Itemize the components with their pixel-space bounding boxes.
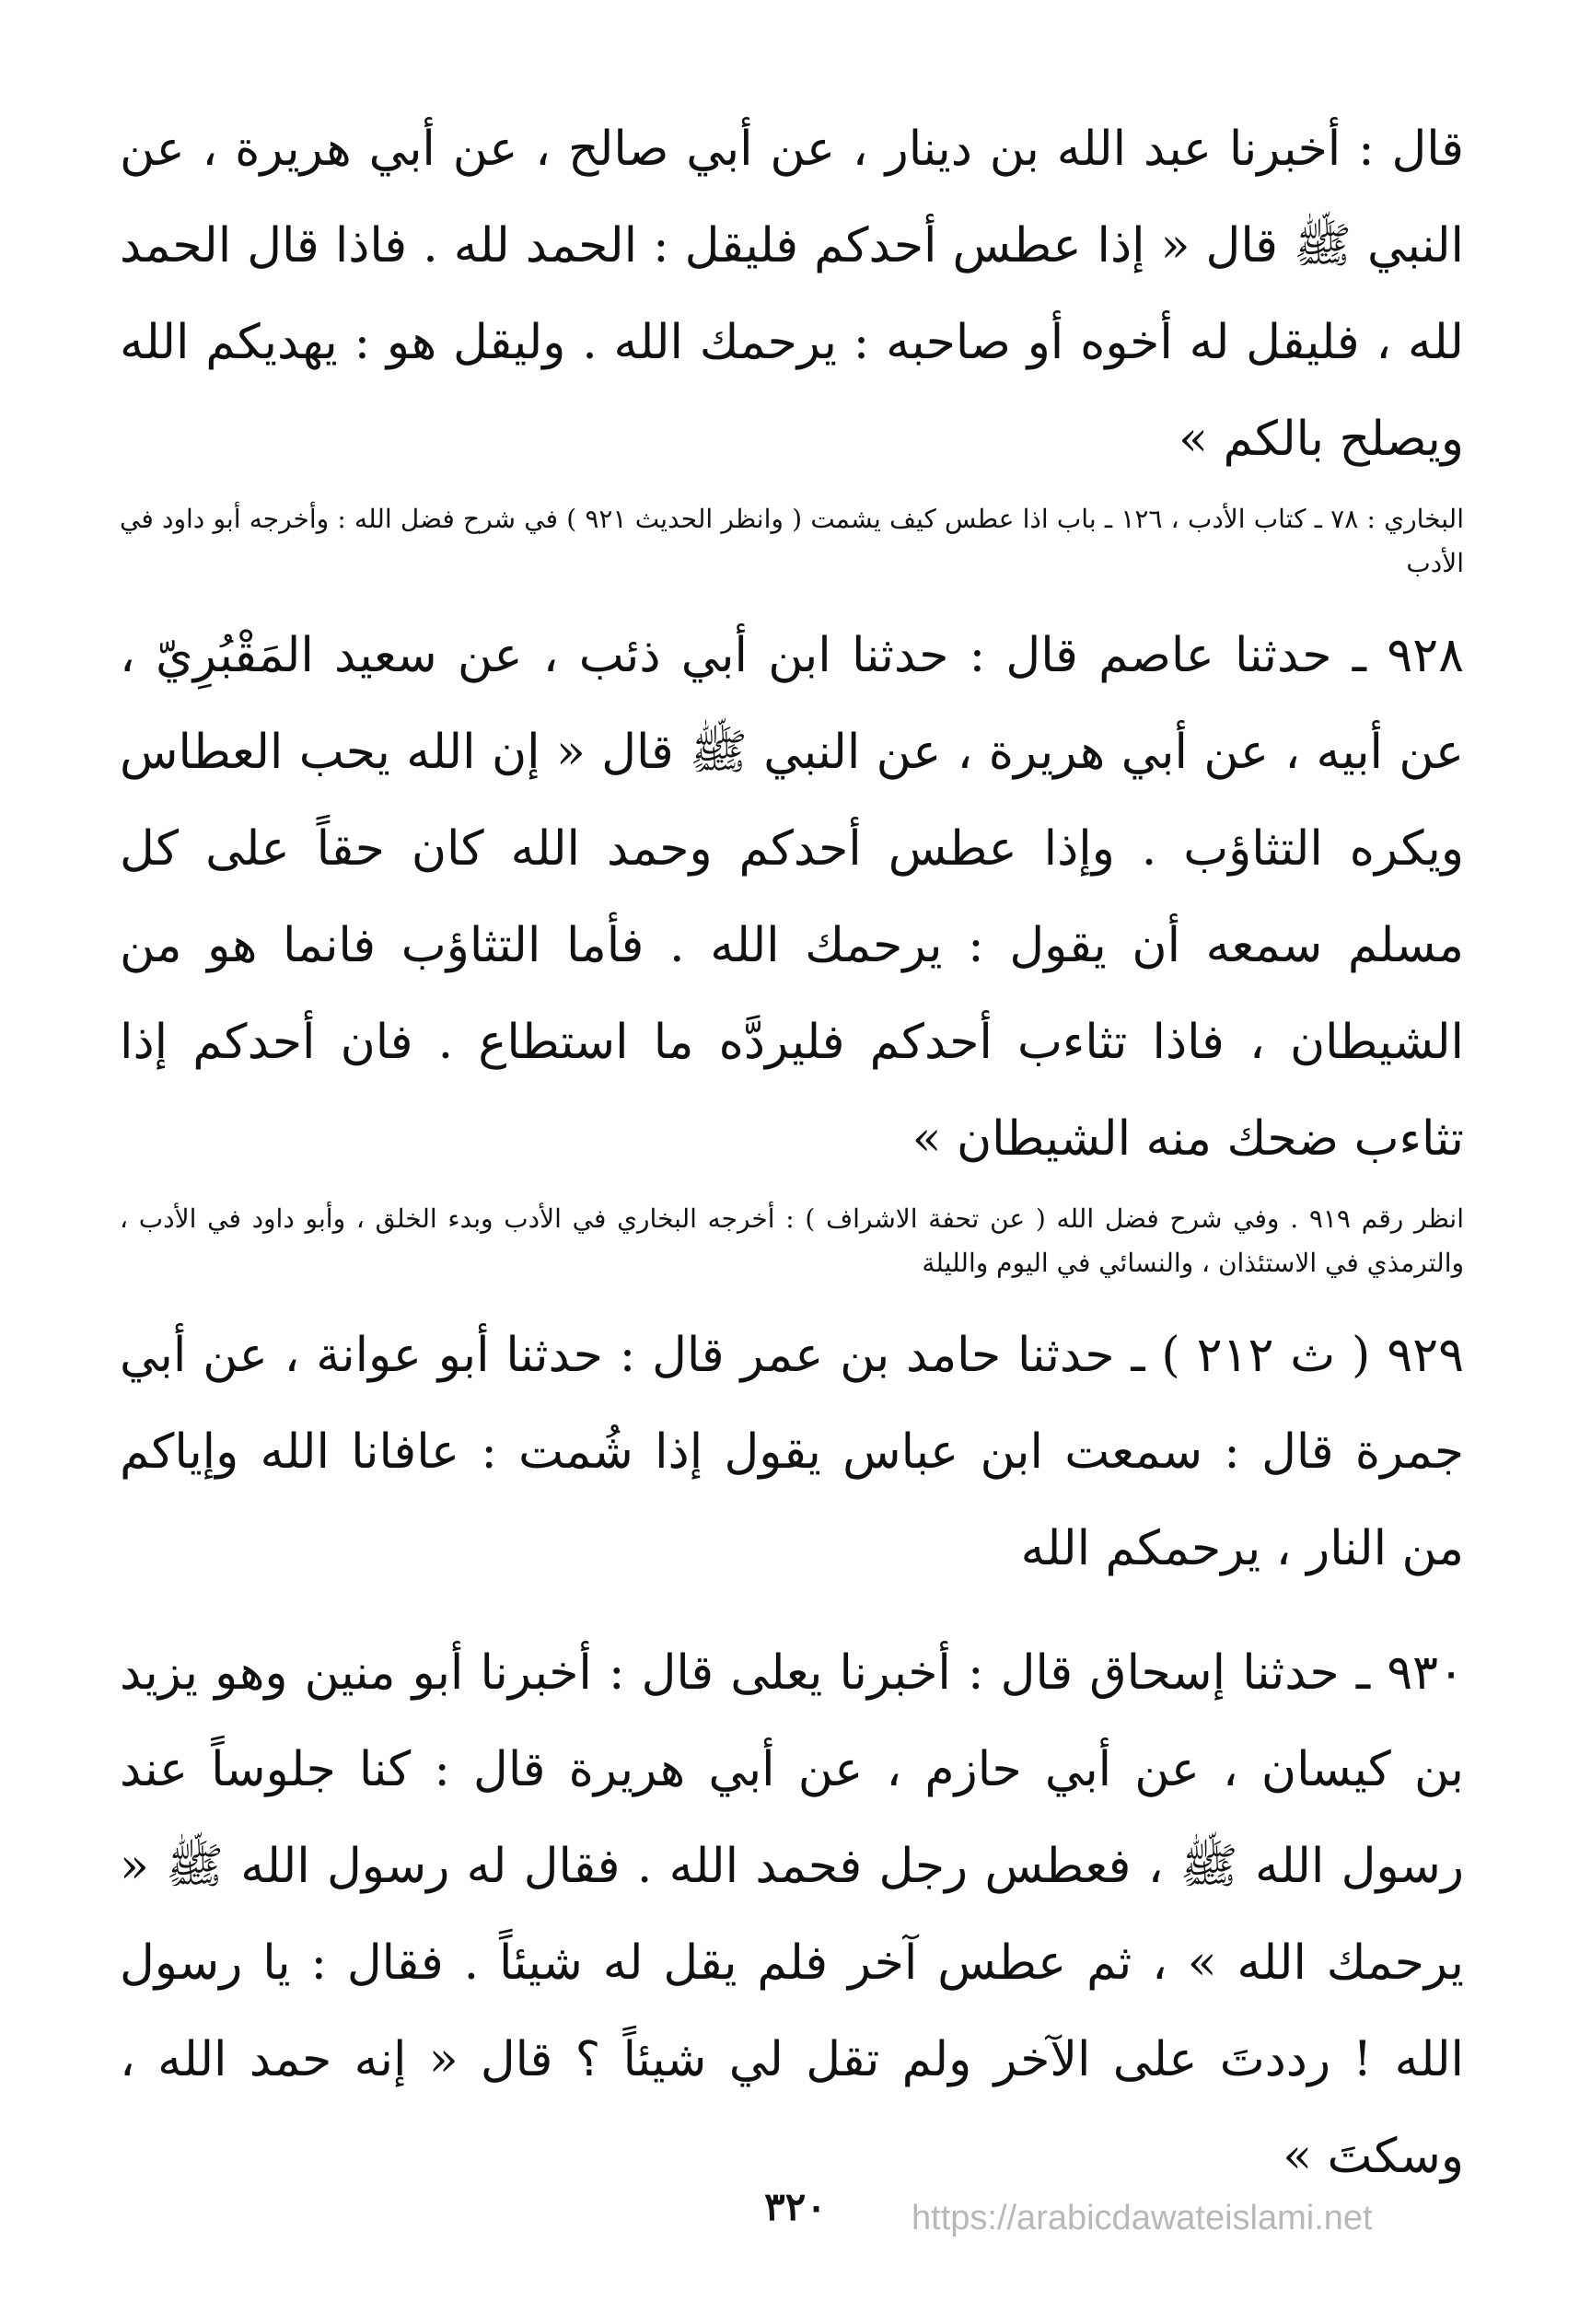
hadith-929-text: ٩٢٩ ( ث ٢١٢ ) ـ حدثنا حامد بن عمر قال : حدثنا أبو عوانة ، عن أبي جمرة قال : سمعت ابن عباس يقول إذا شُمت : عافانا الله وإياكم من النار ، يرحمكم الله xyxy=(120,1328,1464,1576)
hadith-930-text: ٩٣٠ ـ حدثنا إسحاق قال : أخبرنا يعلى قال : أخبرنا أبو منين وهو يزيد بن كيسان ، عن أبي حازم ، عن أبي هريرة قال : كنا جلوساً عند رسول الله ﷺ ، فعطس رجل فحمد الله . فقال له رسول الله ﷺ « يرحمك الله » ، ثم عطس آخر فلم يقل له شيئاً . فقال : يا رسول الله ! رددتَ على الآخر ولم تقل لي شيئاً ؟ قال « إنه حمد الله ، وسكتَ » xyxy=(120,1645,1464,2184)
watermark-url: https://arabicdawateislami.net xyxy=(912,2199,1373,2237)
hadith-continuation-text: قال : أخبرنا عبد الله بن دينار ، عن أبي صالح ، عن أبي هريرة ، عن النبي ﷺ قال « إذا عطس أحدكم فليقل : الحمد لله . فاذا قال الحمد لله ، فليقل له أخوه أو صاحبه : يرحمك الله . وليقل هو : يهديكم الله ويصلح بالكم » xyxy=(120,122,1464,467)
hadith-928-text: ٩٢٨ ـ حدثنا عاصم قال : حدثنا ابن أبي ذئب ، عن سعيد المَقْبُرِيّ ، عن أبيه ، عن أبي هريرة ، عن النبي ﷺ قال « إن الله يحب العطاس ويكره التثاؤب . وإذا عطس أحدكم وحمد الله كان حقاً على كل مسلم سمعه أن يقول : يرحمك الله . فأما التثاؤب فانما هو من الشيطان ، فاذا تثاءب أحدكم فليردَّه ما استطاع . فان أحدكم إذا تثاءب ضحك منه الشيطان » xyxy=(120,628,1464,1167)
page-number: ٣٢٠ xyxy=(764,2184,827,2229)
footnote-continuation: البخاري : ٧٨ ـ كتاب الأدب ، ١٢٦ ـ باب اذا عطس كيف يشمت ( وانظر الحديث ٩٢١ ) في شرح فضل الله : وأخرجه أبو داود في الأدب xyxy=(120,504,1464,578)
page-body xyxy=(120,101,1464,2205)
footnote-928: انظر رقم ٩١٩ . وفي شرح فضل الله ( عن تحفة الاشراف ) : أخرجه البخاري في الأدب وبدء الخلق ، وأبو داود في الأدب ، والترمذي في الاستئذان ، والنسائي في اليوم والليلة xyxy=(120,1203,1464,1278)
